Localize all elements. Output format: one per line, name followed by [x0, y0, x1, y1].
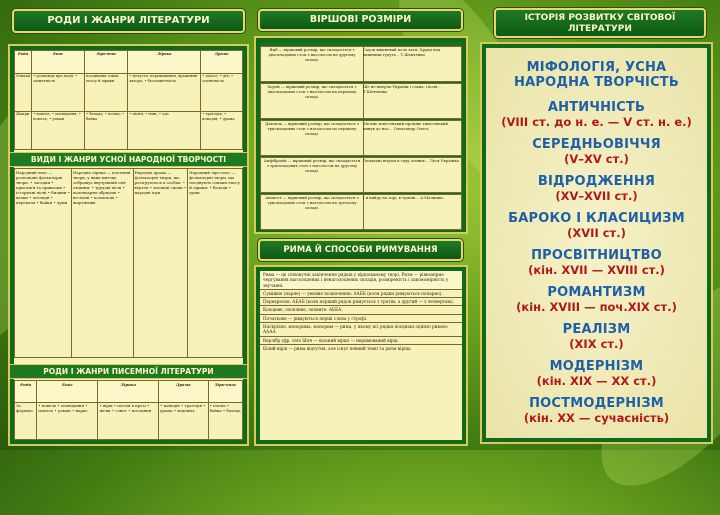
- table-cell: • діалог; • дія; • сценічність: [201, 73, 243, 111]
- oral-subheader: [10, 152, 247, 167]
- meter-definition: Ямб — віршовий розмір, що складається з двоскладових стоп з наголосом на другому складі.: [261, 47, 364, 81]
- meter-example: Ще не вмерла України і слава, і воля... Т.Шевченко: [363, 84, 442, 94]
- era-title: СЕРЕДНЬОВІЧЧЯ: [532, 137, 661, 152]
- table-cell: поєднання ознак епосу й лірики: [85, 73, 128, 111]
- era-dates: (V–XV ст.): [564, 152, 629, 166]
- rhyme-intro: Рима — це співзвучні закінчення рядків у віршованому творі. Ритм — рівномірне чергування наголошених і ненаголошених складів, розміреність і закономірність у звучанні.: [260, 271, 462, 289]
- meters-header: [258, 9, 463, 31]
- rhyme-item: Суміжне (парне) — умовне позначення: ААББ (коли рядки римуються попарно).: [260, 289, 462, 297]
- era-title: РОМАНТИЗМ: [547, 285, 646, 300]
- table-row: [15, 73, 243, 111]
- era-title: ПОСТМОДЕРНІЗМ: [529, 396, 664, 411]
- meter-definition: Анапест — віршовий розмір, що складається з трискладових стоп з наголосом на третьому складі.: [261, 195, 364, 229]
- table-header-cell: Лірика: [98, 381, 159, 403]
- table-row: [15, 402, 243, 439]
- meter-example: Садок вишневий коло хати, Хрущі над вишнями гудуть... Т.Шевченко: [363, 47, 441, 57]
- table-cell: • балада; • поема; • байка: [85, 111, 128, 149]
- meters-title: ВІРШОВІ РОЗМІРИ: [309, 14, 412, 25]
- table-header-cell: Лірика: [128, 51, 201, 74]
- era-realism: [486, 322, 707, 351]
- era-modernism: [486, 359, 707, 388]
- table-cell: За формою: [15, 402, 37, 439]
- table-cell: • комедія • трагедія • драма • водевіль: [159, 402, 209, 439]
- table-cell: • розповідь про події; • сюжетність: [32, 73, 85, 111]
- history-panel: [480, 42, 713, 444]
- table-header-cell: Роди: [15, 381, 37, 403]
- era-dates: (кін. XVIII — поч.XIX ст.): [516, 300, 677, 314]
- era-dates: (VIII ст. до н. е. — V ст. н. е.): [501, 115, 692, 129]
- era-dates: (кін. XVII — XVIII ст.): [528, 263, 665, 277]
- table-header-cell: Драма: [201, 51, 243, 74]
- table-cell: • поема • байка • балада: [208, 402, 242, 439]
- rhyme-inner: [260, 271, 462, 440]
- table-header-cell: Епос: [32, 51, 85, 74]
- genres-panel: [8, 44, 249, 446]
- era-dates: (кін. XX — сучасність): [523, 411, 670, 425]
- meter-row: [260, 83, 462, 119]
- meter-example: І я вийду на зорі, в тумані... А.Малишко: [363, 195, 444, 200]
- table-cell: Народний ліро-епос — фольклорні твори, що поєднують ознаки епосу й лірики: • балади • думи: [188, 169, 243, 358]
- table-row: [15, 169, 243, 358]
- table-cell: • трагедія; • комедія; • драма: [201, 111, 243, 149]
- era-title: ПРОСВІТНИЦТВО: [531, 248, 662, 263]
- era-title: МОДЕРНІЗМ: [549, 359, 644, 374]
- meter-row: [260, 157, 462, 193]
- rhyme-panel: [254, 265, 468, 446]
- era-middle-ages: [486, 137, 707, 166]
- rhyme-item: Наскрізне, монорима, монорим — рима, у якому всі рядки поєднані однією римою: АААА.: [260, 322, 462, 336]
- meter-definition: Хорей — віршовий розмір, що складається з двоскладових стоп з наголосом на першому складі.: [261, 84, 364, 118]
- era-title: МІФОЛОГІЯ, УСНА НАРОДНА ТВОРЧІСТЬ: [514, 60, 679, 90]
- era-renaissance: [486, 174, 707, 203]
- rhyme-item: Початкове — римуються перші слова у строфі.: [260, 314, 462, 322]
- meter-row: [260, 46, 462, 82]
- genres-table: [14, 50, 243, 150]
- meter-definition: Дактиль — віршовий розмір, що складається з трискладових стоп з наголосом на першому складі.: [261, 121, 364, 155]
- table-cell: Ознаки: [15, 73, 32, 111]
- table-row: [15, 111, 243, 149]
- table-cell: • вірш • поезія в прозі • пісня • сонет • послання: [98, 402, 159, 439]
- rhyme-title: РИМА Й СПОСОБИ РИМУВАННЯ: [283, 245, 438, 255]
- written-subheader: [10, 364, 247, 379]
- table-cell: • почуття, переживання, враження автора; • безсюжетність: [128, 73, 201, 111]
- table-header-cell: Драма: [159, 381, 209, 403]
- table-cell: • новела • оповідання • повість • роман • нарис: [37, 402, 98, 439]
- meter-row: [260, 120, 462, 156]
- table-header-cell: Ліро-епос: [208, 381, 242, 403]
- table-cell: Народна драма — фольклорні твори, що розігруються в особах: • вертеп • колядні сцени • народні ігри: [133, 169, 188, 358]
- history-inner: [486, 48, 707, 438]
- era-dates: (кін. XIX — XX ст.): [536, 374, 657, 388]
- era-enlightenment: [486, 248, 707, 277]
- meter-example: Оплакані вітром в саду осінніх... Леся Українка: [363, 158, 459, 163]
- era-antiquity: [486, 100, 707, 129]
- genres-title: РОДИ І ЖАНРИ ЛІТЕРАТУРИ: [47, 15, 210, 26]
- meter-example: Місяць яснесенький промінь тихесенький кинув до нас... Олександр Олесь: [363, 121, 448, 131]
- era-dates: (XVII ст.): [567, 226, 626, 240]
- era-baroque: [486, 211, 707, 240]
- written-table: [14, 380, 243, 440]
- rhyme-item: Білий вірш — рима відсутня, але існує певний темп та ритм вірша.: [260, 344, 462, 352]
- table-header-cell: Епос: [37, 381, 98, 403]
- history-title: ІСТОРІЯ РОЗВИТКУ СВІТОВОЇ ЛІТЕРАТУРИ: [524, 13, 676, 34]
- table-cell: • пісня; • гімн; • ода: [128, 111, 201, 149]
- era-dates: (XIX ст.): [569, 337, 624, 351]
- era-title: РЕАЛІЗМ: [562, 322, 631, 337]
- era-romanticism: [486, 285, 707, 314]
- table-header-cell: Роди: [15, 51, 32, 74]
- table-cell: • новела; • оповідання; • повість; • роман: [32, 111, 85, 149]
- era-title: БАРОКО І КЛАСИЦИЗМ: [508, 211, 685, 226]
- table-cell: Народна лірика — поетичні твори, у яких митець зображує внутрішній світ людини: • трудові пісні • календарно-обрядові • весільні • колискові • жартівливі: [72, 169, 134, 358]
- meters-panel: [254, 36, 468, 234]
- era-title: АНТИЧНІСТЬ: [547, 100, 646, 115]
- oral-table: [14, 168, 243, 358]
- era-postmodernism: [486, 396, 707, 425]
- table-cell: Жанри: [15, 111, 32, 149]
- written-title: РОДИ І ЖАНРИ ПИСЕМНОЇ ЛІТЕРАТУРИ: [43, 367, 214, 376]
- rhyme-header: [258, 239, 463, 261]
- era-title: ВІДРОДЖЕННЯ: [537, 174, 656, 189]
- era-mythology: [486, 60, 707, 90]
- table-cell: Народний епос — розповідні фольклорні твори: • загадки • прислів'я та приказки • історичні пісні • билини • казки • легенди • перекази • байки • думи: [15, 169, 72, 358]
- table-header-cell: Ліро-епос: [85, 51, 128, 74]
- meter-definition: Амфібрахій — віршовий розмір, що складається з трискладових стоп з наголосом на другому складі.: [261, 158, 364, 192]
- meter-row: [260, 194, 462, 230]
- rhyme-item: Кільцеве, охопливе, оповите: АББА.: [260, 305, 462, 313]
- rhyme-item: Перехресне: АБАБ (коли перший рядок римується з третім, а другий — з четвертим).: [260, 297, 462, 305]
- era-dates: (XV–XVII ст.): [555, 189, 638, 203]
- rhyme-item: Верлібр (фр. vers libre — вільний вірш) — неримований вірш.: [260, 336, 462, 344]
- genres-header: [12, 9, 245, 33]
- history-header: [494, 8, 706, 38]
- oral-title: ВИДИ І ЖАНРИ УСНОЇ НАРОДНОЇ ТВОРЧОСТІ: [30, 155, 227, 164]
